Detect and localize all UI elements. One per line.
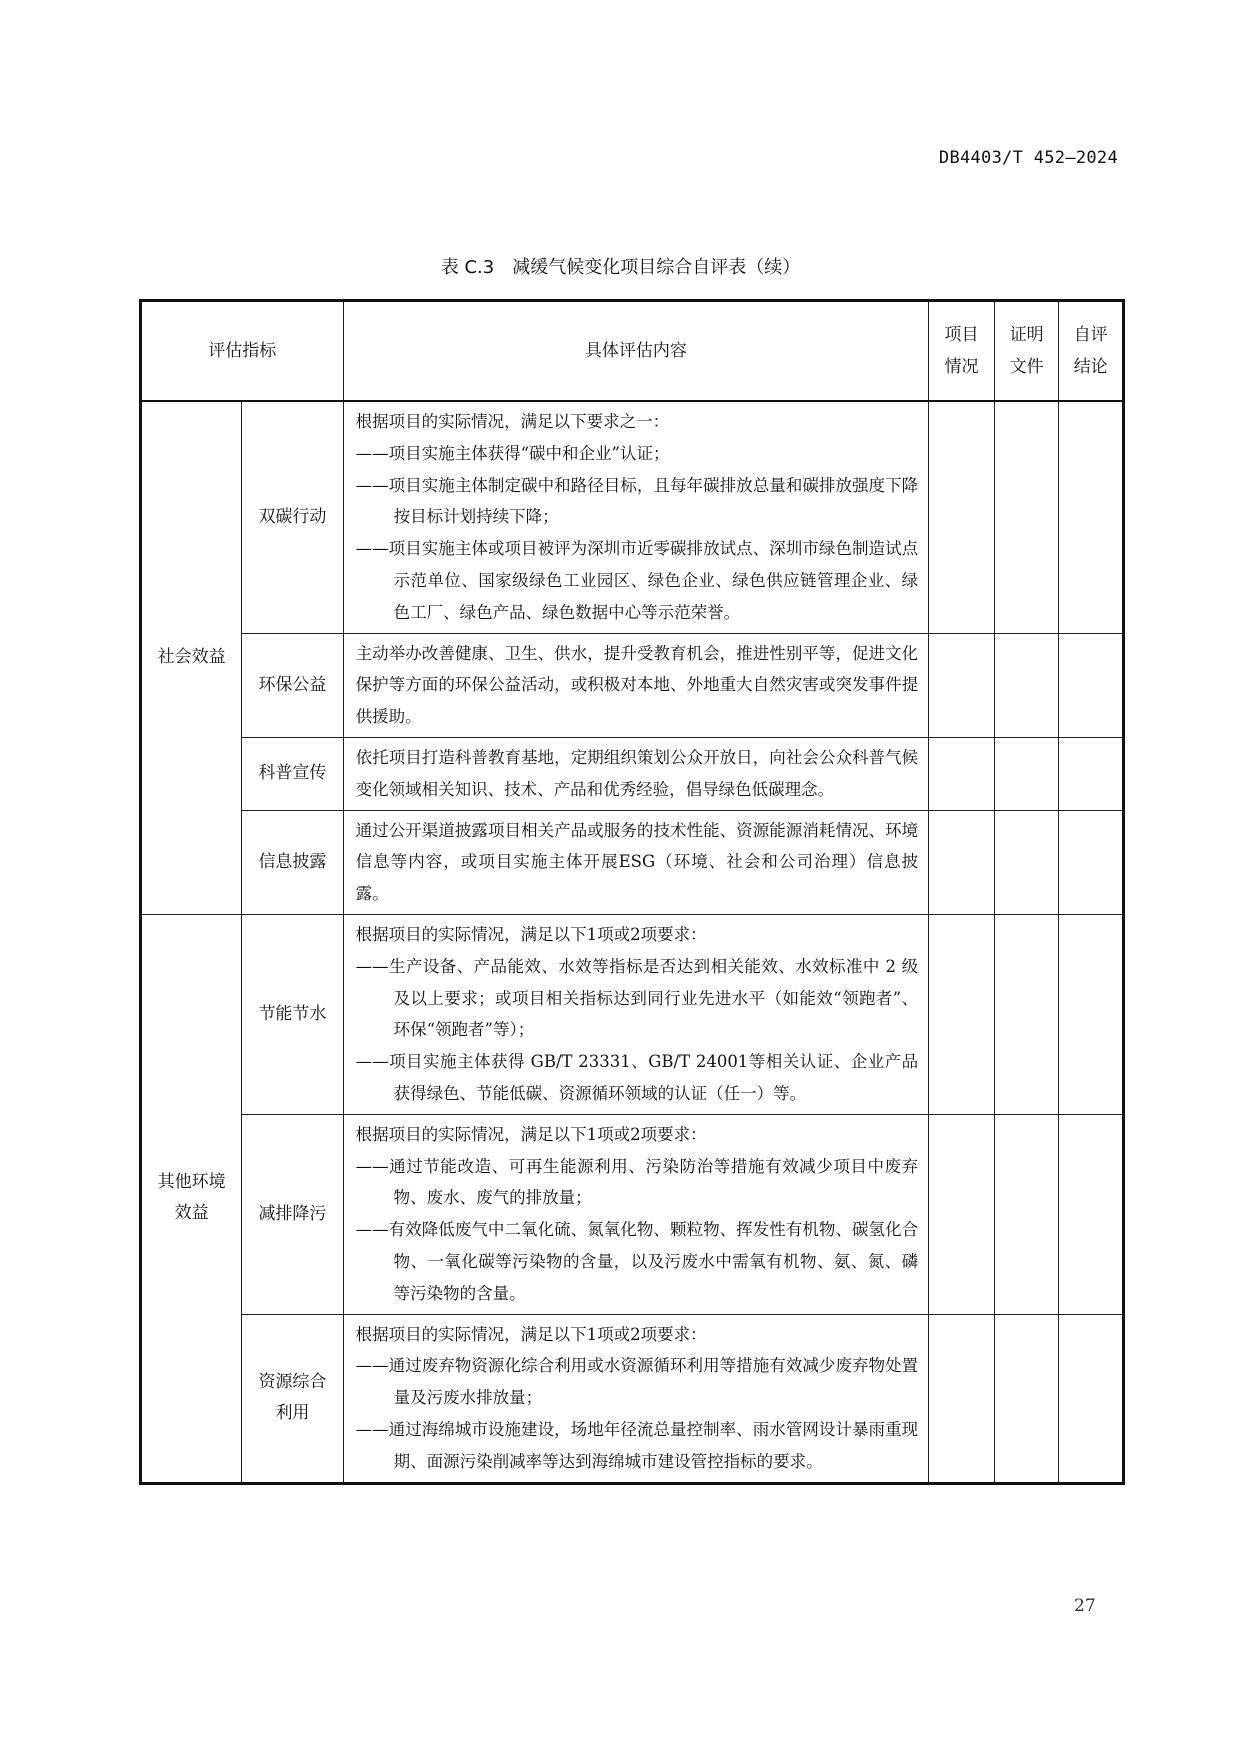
status-input-cell[interactable]: [929, 633, 995, 737]
requirement-item: ——生产设备、产品能效、水效等指标是否达到相关能效、水效标准中 2 级及以上要求；或项目相关指标达到同行业先进水平（如能效“领跑者”、环保“领跑者”等）；: [355, 956, 919, 1040]
subcategory-label: 环保公益: [258, 674, 327, 695]
status-input-cell[interactable]: [929, 810, 995, 914]
subcategory-label: 节能节水: [258, 1003, 327, 1024]
table-row: [141, 401, 1124, 633]
header-status-line: 项目: [944, 325, 979, 345]
conclusion-input-cell[interactable]: [1059, 401, 1124, 633]
subcategory-label: 双碳行动: [258, 506, 327, 527]
document-code: DB4403/T 452—2024: [938, 148, 1118, 168]
category-label: 社会效益: [157, 647, 226, 668]
table-row: [141, 1314, 1124, 1483]
subcategory-cell: [242, 401, 343, 633]
subcategory-cell: [242, 810, 343, 914]
evaluation-content-cell: [343, 1114, 929, 1314]
conclusion-input-cell[interactable]: [1059, 633, 1124, 737]
header-indicator: 评估指标: [141, 301, 344, 402]
requirement-item: ——项目实施主体获得 GB/T 23331、GB/T 24001等相关认证、企业产品获得绿色、节能低碳、资源循环领域的认证（任一）等。: [355, 1052, 919, 1103]
content-paragraph: 根据项目的实际情况，满足以下要求之一：: [355, 412, 670, 431]
subcategory-cell: [242, 1114, 343, 1314]
requirement-item: ——项目实施主体或项目被评为深圳市近零碳排放试点、深圳市绿色制造试点示范单位、国家级绿色工业园区、绿色企业、绿色供应链管理企业、绿色工厂、绿色产品、绿色数据中心等示范荣誉。: [355, 539, 919, 622]
requirement-item: ——通过节能改造、可再生能源利用、污染防治等措施有效减少项目中废弃物、废水、废气的排放量；: [355, 1156, 919, 1208]
status-input-cell[interactable]: [929, 1114, 995, 1314]
evidence-input-cell[interactable]: [994, 1314, 1059, 1483]
conclusion-input-cell[interactable]: [1059, 737, 1124, 810]
header-evidence-line: 证明: [1009, 325, 1044, 345]
table-row: [141, 633, 1124, 737]
content-paragraph: 根据项目的实际情况，满足以下1项或2项要求：: [355, 1324, 707, 1344]
category-cell: [141, 401, 242, 914]
evaluation-content-cell: [343, 737, 929, 810]
table-row: [141, 810, 1124, 914]
evaluation-content-cell: [343, 633, 929, 737]
category-label: 其他环境: [157, 1172, 226, 1193]
evidence-input-cell[interactable]: [994, 737, 1059, 810]
content-paragraph: 根据项目的实际情况，满足以下1项或2项要求：: [355, 1124, 707, 1144]
header-evidence: [994, 301, 1059, 402]
evidence-input-cell[interactable]: [994, 810, 1059, 914]
conclusion-input-cell[interactable]: [1059, 810, 1124, 914]
subcategory-cell: [242, 1314, 343, 1483]
status-input-cell[interactable]: [929, 737, 995, 810]
evidence-input-cell[interactable]: [994, 1114, 1059, 1314]
table-row: [141, 1114, 1124, 1314]
requirement-item: ——有效降低废气中二氧化硫、氮氧化物、颗粒物、挥发性有机物、碳氢化合物、一氧化碳等污染物的含量，以及污废水中需氧有机物、氨、氮、磷等污染物的含量。: [355, 1220, 919, 1303]
evaluation-content-cell: [343, 1314, 929, 1483]
requirement-item: ——项目实施主体制定碳中和路径目标，且每年碳排放总量和碳排放强度下降按目标计划持续下降；: [355, 475, 919, 527]
subcategory-cell: [242, 633, 343, 737]
evidence-input-cell[interactable]: [994, 633, 1059, 737]
header-conclusion: [1059, 301, 1124, 402]
content-paragraph: 根据项目的实际情况，满足以下1项或2项要求：: [355, 924, 707, 944]
table-header-row: [141, 301, 1124, 402]
requirement-item: ——通过废弃物资源化综合利用或水资源循环利用等措施有效减少废弃物处置量及污废水排放量；: [355, 1356, 919, 1408]
status-input-cell[interactable]: [929, 401, 995, 633]
content-paragraph: 通过公开渠道披露项目相关产品或服务的技术性能、资源能源消耗情况、环境信息等内容，或项目实施主体开展ESG（环境、社会和公司治理）信息披露。: [355, 820, 919, 904]
status-input-cell[interactable]: [929, 1314, 995, 1483]
header-conclusion-line: 自评: [1073, 325, 1108, 345]
conclusion-input-cell[interactable]: [1059, 914, 1124, 1114]
subcategory-label: 资源综合: [258, 1372, 327, 1392]
table-title: 表 C.3 减缓气候变化项目综合自评表（续）: [440, 257, 801, 278]
conclusion-input-cell[interactable]: [1059, 1314, 1124, 1483]
header-conclusion-line: 结论: [1073, 357, 1108, 377]
subcategory-cell: [242, 914, 343, 1114]
content-paragraph: 主动举办改善健康、卫生、供水，提升受教育机会，推进性别平等，促进文化保护等方面的环保公益活动，或积极对本地、外地重大自然灾害或突发事件提供援助。: [355, 643, 919, 727]
header-content: 具体评估内容: [343, 301, 929, 402]
evaluation-content-cell: [343, 914, 929, 1114]
subcategory-label: 利用: [275, 1403, 310, 1423]
page-number: 27: [1074, 1596, 1096, 1616]
subcategory-cell: [242, 737, 343, 810]
subcategory-label: 减排降污: [258, 1203, 327, 1224]
subcategory-label: 信息披露: [258, 851, 327, 872]
evidence-input-cell[interactable]: [994, 914, 1059, 1114]
category-cell: [141, 914, 242, 1483]
conclusion-input-cell[interactable]: [1059, 1114, 1124, 1314]
table-body: [141, 401, 1124, 1483]
self-evaluation-table: [139, 299, 1125, 1485]
header-status: [929, 301, 995, 402]
evaluation-content-cell: [343, 810, 929, 914]
header-evidence-line: 文件: [1009, 357, 1044, 377]
subcategory-label: 科普宣传: [258, 763, 327, 784]
table-row: [141, 914, 1124, 1114]
evaluation-content-cell: [343, 401, 929, 633]
table-row: [141, 737, 1124, 810]
header-status-line: 情况: [944, 357, 979, 377]
requirement-item: ——通过海绵城市设施建设，场地年径流总量控制率、雨水管网设计暴雨重现期、面源污染削减率等达到海绵城市建设管控指标的要求。: [355, 1419, 919, 1471]
status-input-cell[interactable]: [929, 914, 995, 1114]
content-paragraph: 依托项目打造科普教育基地，定期组织策划公众开放日，向社会公众科普气候变化领域相关知识、技术、产品和优秀经验，倡导绿色低碳理念。: [355, 747, 919, 799]
requirement-item: ——项目实施主体获得“碳中和企业”认证；: [355, 443, 670, 463]
category-label: 效益: [174, 1203, 209, 1224]
evidence-input-cell[interactable]: [994, 401, 1059, 633]
